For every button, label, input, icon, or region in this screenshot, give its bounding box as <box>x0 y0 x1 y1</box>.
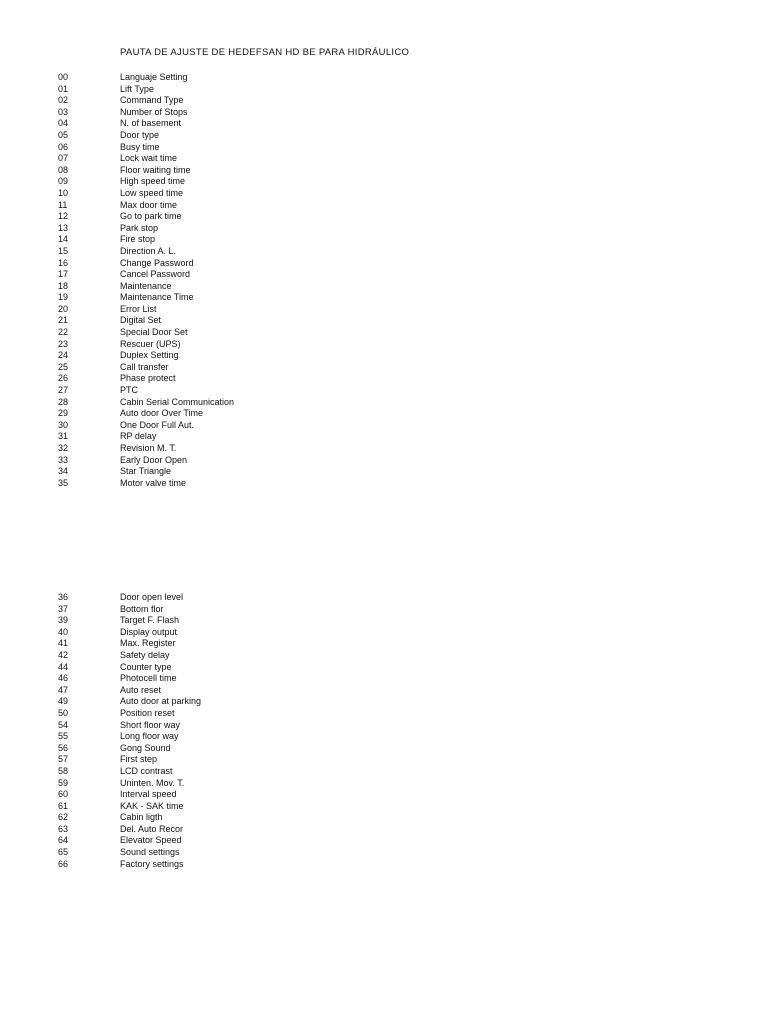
parameter-row <box>58 731 458 743</box>
parameter-code: 31 <box>58 431 69 442</box>
parameter-code: 34 <box>58 466 69 477</box>
parameter-code: 09 <box>58 176 69 187</box>
parameter-label: High speed time <box>120 176 186 187</box>
parameter-row <box>58 362 458 374</box>
parameter-row <box>58 789 458 801</box>
parameter-row <box>58 847 458 859</box>
parameter-list-section-2 <box>58 592 458 870</box>
parameter-label: Cabin Serial Communication <box>120 396 235 407</box>
parameter-code: 19 <box>58 292 69 303</box>
parameter-row <box>58 258 458 270</box>
parameter-label: Position reset <box>120 707 175 718</box>
parameter-row <box>58 84 458 96</box>
parameter-code: 55 <box>58 731 69 742</box>
parameter-row <box>58 373 458 385</box>
parameter-label: Special Door Set <box>120 327 188 338</box>
parameter-code: 54 <box>58 719 69 730</box>
parameter-label: Direction A. L. <box>120 245 177 256</box>
parameter-label: Star Triangle <box>120 466 172 477</box>
parameter-row <box>58 327 458 339</box>
parameter-row <box>58 292 458 304</box>
parameter-label: Counter type <box>120 661 172 672</box>
parameter-row <box>58 812 458 824</box>
parameter-code: 07 <box>58 153 69 164</box>
document-title: PAUTA DE AJUSTE DE HEDEFSAN HD BE PARA HIDRÁULICO <box>120 47 410 58</box>
parameter-row <box>58 859 458 871</box>
parameter-row <box>58 130 458 142</box>
parameter-code: 02 <box>58 95 69 106</box>
parameter-code: 14 <box>58 234 69 245</box>
parameter-label: Command Type <box>120 95 184 106</box>
parameter-row <box>58 615 458 627</box>
parameter-row <box>58 304 458 316</box>
parameter-row <box>58 408 458 420</box>
parameter-row <box>58 188 458 200</box>
parameter-code: 59 <box>58 777 69 788</box>
parameter-row <box>58 604 458 616</box>
parameter-label: KAK - SAK time <box>120 800 184 811</box>
parameter-code: 33 <box>58 454 69 465</box>
parameter-code: 62 <box>58 812 69 823</box>
parameter-label: Gong Sound <box>120 742 171 753</box>
parameter-row <box>58 223 458 235</box>
parameter-row <box>58 281 458 293</box>
parameter-row <box>58 385 458 397</box>
parameter-row <box>58 118 458 130</box>
parameter-code: 50 <box>58 707 69 718</box>
parameter-code: 23 <box>58 338 69 349</box>
parameter-code: 46 <box>58 673 69 684</box>
parameter-code: 47 <box>58 684 69 695</box>
parameter-label: Cancel Password <box>120 269 191 280</box>
parameter-code: 05 <box>58 129 69 140</box>
parameter-label: Duplex Setting <box>120 350 179 361</box>
parameter-row <box>58 107 458 119</box>
parameter-code: 65 <box>58 847 69 858</box>
parameter-label: Rescuer (UPS) <box>120 338 181 349</box>
parameter-code: 16 <box>58 257 69 268</box>
parameter-label: Change Password <box>120 257 194 268</box>
parameter-row <box>58 339 458 351</box>
parameter-code: 12 <box>58 211 69 222</box>
parameter-label: Auto door at parking <box>120 696 202 707</box>
parameter-row <box>58 743 458 755</box>
parameter-label: Photocell time <box>120 673 177 684</box>
parameter-code: 27 <box>58 385 69 396</box>
parameter-label: Park stop <box>120 222 159 233</box>
parameter-code: 35 <box>58 477 69 488</box>
parameter-row <box>58 200 458 212</box>
parameter-code: 37 <box>58 603 69 614</box>
parameter-label: LCD contrast <box>120 765 173 776</box>
parameter-label: Auto reset <box>120 684 162 695</box>
parameter-row <box>58 95 458 107</box>
parameter-label: Early Door Open <box>120 454 188 465</box>
parameter-code: 15 <box>58 245 69 256</box>
parameter-code: 06 <box>58 141 69 152</box>
parameter-code: 56 <box>58 742 69 753</box>
parameter-code: 32 <box>58 443 69 453</box>
parameter-code: 20 <box>58 303 69 314</box>
parameter-label: Display output <box>120 626 178 637</box>
parameter-label: Floor waiting time <box>120 164 191 175</box>
parameter-row <box>58 350 458 362</box>
parameter-label: First step <box>120 754 158 765</box>
parameter-code: 22 <box>58 327 69 338</box>
parameter-label: Max door time <box>120 199 178 210</box>
parameter-row <box>58 153 458 165</box>
parameter-label: Busy time <box>120 141 160 152</box>
parameter-row <box>58 397 458 409</box>
parameter-label: Revision M. T. <box>120 443 177 453</box>
parameter-code: 36 <box>58 592 69 602</box>
parameter-label: Interval speed <box>120 789 177 800</box>
parameter-row <box>58 176 458 188</box>
parameter-label: Go to park time <box>120 211 182 222</box>
parameter-code: 25 <box>58 361 69 372</box>
parameter-label: N. of basement <box>120 118 182 129</box>
parameter-row <box>58 455 458 467</box>
parameter-label: Call transfer <box>120 361 169 372</box>
parameter-row <box>58 801 458 813</box>
parameter-label: Error List <box>120 303 157 314</box>
parameter-label: Phase protect <box>120 373 176 384</box>
parameter-row <box>58 662 458 674</box>
parameter-label: Bottom flor <box>120 603 164 614</box>
parameter-code: 00 <box>58 72 69 82</box>
parameter-code: 01 <box>58 83 69 94</box>
parameter-code: 58 <box>58 765 69 776</box>
parameter-label: Safety delay <box>120 649 170 660</box>
parameter-code: 21 <box>58 315 69 326</box>
parameter-code: 29 <box>58 408 69 419</box>
parameter-row <box>58 824 458 836</box>
parameter-label: Door type <box>120 129 160 140</box>
parameter-code: 04 <box>58 118 69 129</box>
parameter-code: 57 <box>58 754 69 765</box>
parameter-row <box>58 835 458 847</box>
parameter-row <box>58 638 458 650</box>
parameter-code: 18 <box>58 280 69 291</box>
parameter-row <box>58 720 458 732</box>
parameter-code: 39 <box>58 615 69 626</box>
parameter-list-section-1 <box>58 72 458 489</box>
parameter-code: 66 <box>58 858 69 869</box>
parameter-row <box>58 673 458 685</box>
parameter-code: 11 <box>58 199 68 210</box>
parameter-row <box>58 269 458 281</box>
parameter-row <box>58 708 458 720</box>
parameter-row <box>58 246 458 258</box>
parameter-label: Lock wait time <box>120 153 178 164</box>
parameter-label: Fire stop <box>120 234 156 245</box>
parameter-code: 28 <box>58 396 69 407</box>
parameter-code: 40 <box>58 626 69 637</box>
parameter-row <box>58 685 458 697</box>
parameter-label: Lift Type <box>120 83 154 94</box>
parameter-row <box>58 234 458 246</box>
parameter-label: One Door Full Aut. <box>120 419 195 430</box>
parameter-label: Sound settings <box>120 847 180 858</box>
parameter-row <box>58 443 458 455</box>
parameter-row <box>58 627 458 639</box>
parameter-label: Max. Register <box>120 638 176 649</box>
parameter-label: Cabin ligth <box>120 812 163 823</box>
parameter-code: 30 <box>58 419 69 430</box>
parameter-code: 49 <box>58 696 69 707</box>
parameter-label: Long floor way <box>120 731 179 742</box>
parameter-label: Auto door Over Time <box>120 408 204 419</box>
parameter-row <box>58 315 458 327</box>
parameter-code: 17 <box>58 269 69 280</box>
parameter-label: Factory settings <box>120 858 184 869</box>
parameter-row <box>58 592 458 604</box>
parameter-label: Maintenance <box>120 280 172 291</box>
parameter-code: 03 <box>58 106 69 117</box>
parameter-row <box>58 778 458 790</box>
parameter-code: 08 <box>58 164 69 175</box>
parameter-row <box>58 431 458 443</box>
parameter-label: Target F. Flash <box>120 615 180 626</box>
parameter-code: 13 <box>58 222 69 233</box>
parameter-row <box>58 754 458 766</box>
parameter-row <box>58 72 458 84</box>
parameter-label: Door open level <box>120 592 184 602</box>
parameter-code: 44 <box>58 661 69 672</box>
parameter-label: Motor valve time <box>120 477 187 488</box>
parameter-label: Uninten. Mov. T. <box>120 777 185 788</box>
parameter-row <box>58 142 458 154</box>
parameter-row <box>58 650 458 662</box>
parameter-row <box>58 766 458 778</box>
parameter-row <box>58 165 458 177</box>
parameter-label: Short floor way <box>120 719 181 730</box>
parameter-code: 10 <box>58 187 69 198</box>
parameter-label: Languaje Setting <box>120 72 188 82</box>
parameter-code: 24 <box>58 350 69 361</box>
parameter-row <box>58 211 458 223</box>
parameter-label: Maintenance Time <box>120 292 194 303</box>
parameter-code: 41 <box>58 638 69 649</box>
parameter-row <box>58 478 458 490</box>
parameter-row <box>58 466 458 478</box>
parameter-code: 60 <box>58 789 69 800</box>
parameter-label: Elevator Speed <box>120 835 182 846</box>
parameter-row <box>58 696 458 708</box>
parameter-label: PTC <box>120 385 138 396</box>
parameter-code: 64 <box>58 835 69 846</box>
parameter-row <box>58 420 458 432</box>
parameter-label: Low speed time <box>120 187 184 198</box>
parameter-code: 26 <box>58 373 69 384</box>
parameter-code: 61 <box>58 800 69 811</box>
parameter-label: Digital Set <box>120 315 162 326</box>
parameter-label: Del. Auto Recor <box>120 823 184 834</box>
parameter-label: RP delay <box>120 431 157 442</box>
parameter-code: 42 <box>58 649 69 660</box>
parameter-label: Number of Stops <box>120 106 188 117</box>
parameter-code: 63 <box>58 823 69 834</box>
